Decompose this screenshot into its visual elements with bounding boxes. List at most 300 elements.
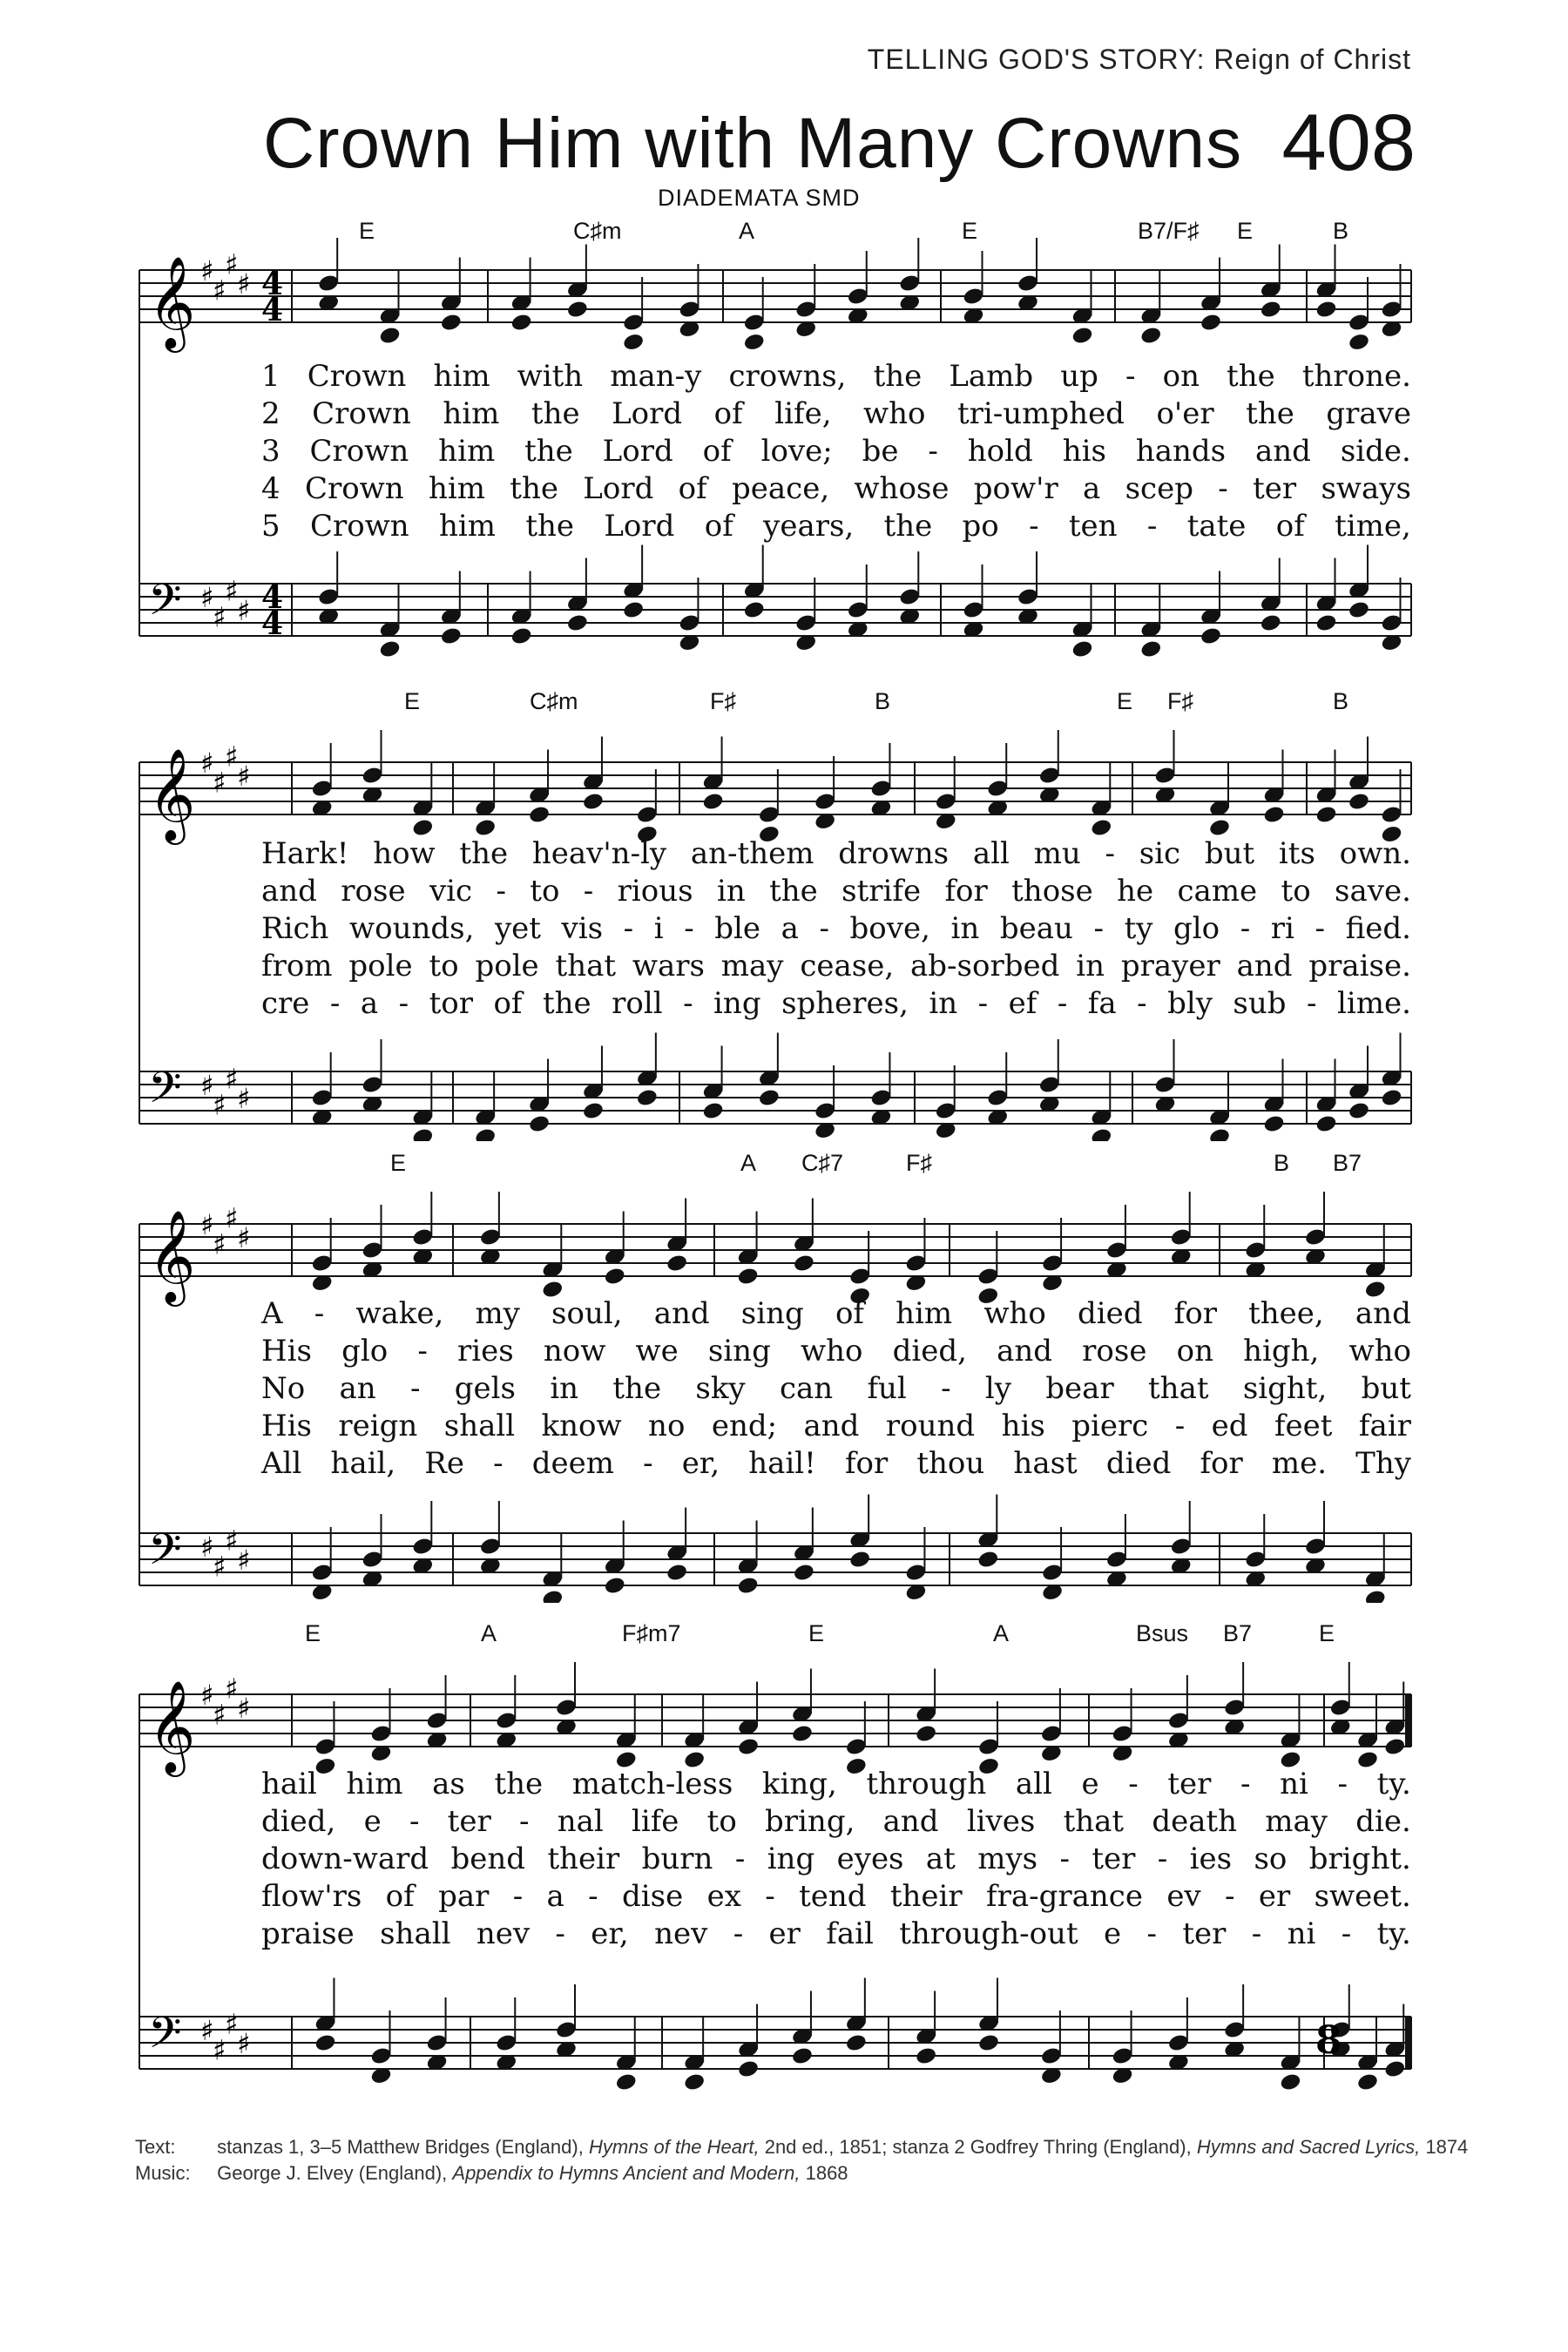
lyric-syllable: -: [512, 1879, 524, 1914]
lyric-syllable: -: [588, 1879, 598, 1914]
lyric-syllable: their: [547, 1842, 620, 1876]
lyric-syllable: 4: [261, 471, 280, 506]
note-head: [1090, 1127, 1112, 1141]
lyric-syllable: in: [950, 911, 980, 946]
time-signature: 4: [261, 266, 284, 302]
lyric-syllable: in: [716, 874, 746, 909]
lyric-syllable: ni: [1287, 1916, 1316, 1951]
lyric-syllable: Lamb: [949, 359, 1034, 394]
lyrics-block: [261, 836, 1411, 1024]
lyric-syllable: roll: [612, 986, 663, 1021]
lyric-syllable: of: [1275, 509, 1305, 544]
lyric-syllable: sweet.: [1314, 1879, 1411, 1914]
sharp-icon: ♯: [200, 1069, 214, 1102]
note-head: [701, 1101, 724, 1121]
lyric-syllable: died: [1105, 1446, 1172, 1481]
note-head: [1315, 1114, 1337, 1134]
lyric-syllable: -: [1128, 1767, 1139, 1801]
lyric-syllable: -: [1341, 1916, 1352, 1951]
chord-symbol: A: [481, 1620, 497, 1646]
lyric-syllable: the: [612, 1371, 662, 1406]
note-head: [622, 332, 645, 352]
lyric-syllable: beau: [999, 911, 1073, 946]
lyric-syllable: ing: [767, 1842, 815, 1876]
lyric-syllable: him: [439, 509, 497, 544]
lyric-syllable: Lord: [583, 471, 654, 506]
sharp-icon: ♯: [213, 766, 226, 800]
bass-clef-icon: 𝄢: [148, 1063, 182, 1124]
bass-clef-icon: 𝄢: [148, 2008, 182, 2069]
note-head: [666, 1254, 688, 1274]
note-head: [622, 600, 645, 620]
lyric-syllable: Crown: [312, 396, 411, 431]
note-head: [848, 1550, 871, 1570]
music-credit-year: 1868: [805, 2162, 848, 2184]
lyric-syllable: to: [530, 874, 560, 909]
lyric-syllable: die.: [1355, 1804, 1411, 1839]
lyric-syllable: vis: [561, 911, 604, 946]
lyric-syllable: 3: [261, 434, 280, 469]
lyric-syllable: deem: [531, 1446, 614, 1481]
chord-symbol: A: [740, 1150, 757, 1176]
note-head: [636, 1088, 659, 1108]
note-head: [1356, 2072, 1379, 2092]
lyric-syllable: but: [1361, 1371, 1411, 1406]
lyric-syllable: -: [1137, 986, 1147, 1021]
note-head: [1348, 1101, 1370, 1121]
lyric-syllable: for: [1200, 1446, 1243, 1481]
lyric-syllable: Rich: [261, 911, 329, 946]
note-head: [582, 1101, 605, 1121]
note-head: [1071, 639, 1093, 659]
lyric-syllable: for: [1173, 1296, 1217, 1331]
note-head: [1279, 2072, 1301, 2092]
lyric-syllable: mu: [1033, 836, 1081, 871]
lyric-syllable: -: [819, 911, 829, 946]
lyric-syllable: an: [339, 1371, 376, 1406]
lyric-syllable: to: [706, 1804, 737, 1839]
sharp-icon: ♯: [213, 600, 226, 634]
lyric-syllable: Lord: [602, 434, 673, 469]
lyric-syllable: and: [1355, 1296, 1411, 1331]
lyric-syllable: that: [1063, 1804, 1125, 1839]
lyric-line: [261, 359, 1411, 396]
lyric-line: [261, 1842, 1411, 1879]
note-head: [411, 1127, 434, 1141]
lyric-syllable: life: [631, 1804, 679, 1839]
lyric-syllable: from: [261, 949, 333, 983]
lyric-syllable: -: [583, 874, 594, 909]
lyric-syllable: and: [882, 1804, 939, 1839]
lyric-syllable: -: [314, 1296, 325, 1331]
lyric-syllable: ty: [1124, 911, 1153, 946]
lyric-syllable: ter: [1182, 1916, 1227, 1951]
lyric-syllable: and: [997, 1334, 1053, 1369]
lyric-line: [261, 986, 1411, 1024]
chord-symbol: A: [739, 218, 755, 244]
lyric-syllable: wake,: [355, 1296, 444, 1331]
lyric-line: [261, 1804, 1411, 1842]
text-credit-year: 1874: [1425, 2136, 1469, 2158]
lyric-syllable: thou: [916, 1446, 985, 1481]
lyric-syllable: po: [962, 509, 999, 544]
note-head: [1260, 613, 1282, 633]
lyric-syllable: prayer: [1120, 949, 1220, 983]
lyric-line: [261, 1767, 1411, 1804]
lyric-syllable: -: [683, 986, 693, 1021]
lyric-syllable: of: [704, 509, 733, 544]
lyric-line: [261, 1409, 1411, 1446]
chord-symbol: B7/F♯: [1138, 218, 1200, 244]
lyric-syllable: its: [1278, 836, 1315, 871]
note-head: [1262, 805, 1285, 825]
lyric-syllable: that: [555, 949, 617, 983]
sharp-icon: ♯: [237, 1692, 251, 1725]
note-head: [314, 2033, 336, 2053]
note-head: [1315, 300, 1337, 320]
lyric-syllable: burn: [641, 1842, 713, 1876]
lyric-syllable: him: [896, 1296, 953, 1331]
lyric-syllable: king,: [761, 1767, 837, 1801]
chord-symbol: E: [404, 688, 421, 714]
note-head: [411, 818, 434, 838]
lyric-syllable: glo: [1173, 911, 1220, 946]
sharp-icon: ♯: [200, 1208, 214, 1241]
chord-symbol: E: [359, 218, 375, 244]
lyrics-block: [261, 1296, 1411, 1484]
note-head: [793, 1254, 815, 1274]
lyric-syllable: e: [363, 1804, 382, 1839]
lyric-syllable: throne.: [1301, 359, 1411, 394]
time-signature: 4: [261, 292, 284, 328]
lyric-syllable: who: [983, 1296, 1046, 1331]
lyric-syllable: shall: [380, 1916, 451, 1951]
lyric-syllable: -: [1146, 509, 1158, 544]
chord-symbol: B7: [1333, 1150, 1362, 1176]
lyric-syllable: cre: [261, 986, 310, 1021]
lyric-syllable: -: [555, 1916, 565, 1951]
lyric-syllable: who: [863, 396, 926, 431]
bass-clef-icon: 𝄢: [148, 1524, 182, 1585]
lyric-syllable: rose: [1082, 1334, 1147, 1369]
lyric-syllable: -: [1174, 1409, 1186, 1443]
text-credit-edition: 2nd ed., 1851; stanza 2 Godfrey Thring (England),: [764, 2136, 1192, 2158]
lyric-syllable: hands: [1135, 434, 1227, 469]
lyric-syllable: bove,: [849, 911, 930, 946]
lyric-syllable: Hark!: [261, 836, 349, 871]
lyric-syllable: -: [941, 1371, 951, 1406]
lyric-syllable: whose: [854, 471, 950, 506]
lyric-syllable: hast: [1013, 1446, 1078, 1481]
note-head: [510, 313, 532, 333]
lyric-syllable: the: [459, 836, 509, 871]
lyric-syllable: lives: [966, 1804, 1036, 1839]
text-credit-book: Hymns of the Heart,: [588, 2136, 760, 2158]
lyric-syllable: No: [261, 1371, 306, 1406]
chord-symbol: E: [808, 1620, 825, 1646]
lyric-syllable: all: [1015, 1767, 1052, 1801]
note-head: [743, 600, 766, 620]
lyric-syllable: through-out: [899, 1916, 1078, 1951]
lyric-syllable: and: [803, 1409, 860, 1443]
lyric-syllable: ing: [713, 986, 761, 1021]
lyric-line: [261, 1371, 1411, 1409]
music-system: [0, 1150, 1568, 1603]
lyric-syllable: death: [1152, 1804, 1238, 1839]
lyric-syllable: fra-grance: [986, 1879, 1143, 1914]
lyric-syllable: tate: [1186, 509, 1247, 544]
lyric-syllable: the: [1227, 359, 1275, 394]
note-head: [566, 300, 589, 320]
note-head: [845, 2033, 868, 2053]
lyric-syllable: who: [800, 1334, 863, 1369]
lyric-syllable: ab-sorbed: [910, 949, 1060, 983]
final-barline: [1405, 2017, 1411, 2069]
lyric-syllable: o'er: [1156, 396, 1214, 431]
note-head: [510, 626, 532, 646]
lyric-syllable: glo: [341, 1334, 389, 1369]
lyric-syllable: -: [1093, 911, 1104, 946]
lyric-syllable: i: [653, 911, 664, 946]
lyric-syllable: but: [1204, 836, 1255, 871]
lyric-syllable: -: [329, 986, 341, 1021]
note-head: [1383, 1737, 1406, 1757]
lyric-syllable: -: [643, 1446, 653, 1481]
music-system: [0, 688, 1568, 1141]
lyric-syllable: lime.: [1336, 986, 1411, 1021]
sharp-icon: ♯: [237, 1544, 251, 1577]
lyric-syllable: grave: [1326, 396, 1411, 431]
lyric-syllable: e: [1103, 1916, 1122, 1951]
bass-clef-icon: 𝄢: [148, 575, 182, 636]
lyric-syllable: ten: [1068, 509, 1118, 544]
note-head: [528, 1114, 551, 1134]
lyric-line: [261, 911, 1411, 949]
text-credit-label: Text:: [135, 2136, 176, 2158]
chord-symbol: E: [1319, 1620, 1335, 1646]
note-head: [915, 1724, 937, 1744]
lyric-syllable: feet: [1274, 1409, 1333, 1443]
sharp-icon: ♯: [200, 254, 214, 287]
lyric-syllable: and: [1236, 949, 1293, 983]
lyric-syllable: of: [702, 434, 732, 469]
lyric-syllable: -: [977, 986, 989, 1021]
lyric-syllable: er,: [681, 1446, 720, 1481]
sharp-icon: ♯: [237, 1221, 251, 1254]
note-head: [1364, 1589, 1387, 1603]
lyric-syllable: ter: [447, 1804, 491, 1839]
lyric-syllable: heav'n-ly: [531, 836, 667, 871]
lyric-syllable: -: [1225, 1879, 1235, 1914]
sharp-icon: ♯: [213, 274, 226, 308]
lyric-syllable: pole: [348, 949, 413, 983]
note-head: [1348, 332, 1370, 352]
lyric-syllable: ty.: [1376, 1916, 1411, 1951]
sharp-icon: ♯: [237, 1082, 251, 1115]
music-credit-label: Music:: [135, 2162, 191, 2184]
lyric-syllable: and: [261, 874, 317, 909]
lyric-syllable: he: [1117, 874, 1154, 909]
lyric-syllable: e: [1081, 1767, 1099, 1801]
sharp-icon: ♯: [237, 2027, 251, 2060]
lyric-syllable: peace,: [732, 471, 830, 506]
text-credit-book2: Hymns and Sacred Lyrics,: [1196, 2136, 1421, 2158]
chord-symbol: C♯m: [530, 688, 578, 714]
lyric-syllable: A: [261, 1296, 283, 1331]
note-head: [791, 1724, 814, 1744]
lyrics-block: [261, 1767, 1411, 1954]
note-head: [1208, 818, 1231, 838]
lyric-syllable: and: [1254, 434, 1311, 469]
sharp-icon: ♯: [225, 2007, 239, 2041]
sharp-icon: ♯: [213, 1088, 226, 1122]
note-head: [737, 1737, 760, 1757]
sharp-icon: ♯: [225, 1524, 239, 1558]
lyric-syllable: know: [541, 1409, 622, 1443]
time-signature: 4: [261, 605, 284, 642]
lyric-line: [261, 949, 1411, 986]
lyric-syllable: the: [873, 359, 923, 394]
lyric-syllable: the: [769, 874, 818, 909]
lyric-syllable: ries: [457, 1334, 514, 1369]
lyric-syllable: on: [1176, 1334, 1213, 1369]
lyric-line: [261, 396, 1411, 434]
lyric-line: [261, 434, 1411, 471]
lyric-syllable: Lord: [604, 509, 675, 544]
chord-symbol: F♯: [710, 688, 736, 714]
note-head: [1383, 2059, 1406, 2079]
lyric-syllable: -: [1157, 1842, 1168, 1876]
lyric-syllable: match-less: [571, 1767, 733, 1801]
sharp-icon: ♯: [225, 1201, 239, 1235]
chord-symbol: F♯: [906, 1150, 932, 1176]
lyric-syllable: crowns,: [728, 359, 847, 394]
note-head: [528, 805, 551, 825]
lyric-syllable: reign: [338, 1409, 418, 1443]
note-head: [378, 639, 401, 659]
note-head: [1348, 600, 1370, 620]
note-head: [440, 313, 463, 333]
lyric-syllable: er: [768, 1916, 801, 1951]
lyric-syllable: a: [781, 911, 799, 946]
lyric-syllable: praise.: [1308, 949, 1411, 983]
tune-name: DIADEMATA SMD: [658, 185, 861, 211]
lyric-syllable: par: [438, 1879, 490, 1914]
note-head: [1071, 326, 1093, 346]
lyric-syllable: sky: [695, 1371, 746, 1406]
lyric-syllable: wars: [632, 949, 705, 983]
lyric-syllable: years,: [763, 509, 855, 544]
lyric-syllable: rose: [341, 874, 406, 909]
lyric-syllable: -: [1059, 1842, 1070, 1876]
lyric-syllable: er: [1258, 1879, 1291, 1914]
text-credit: [135, 2134, 1468, 2160]
lyric-syllable: ies: [1189, 1842, 1233, 1876]
lyric-syllable: -: [1105, 836, 1115, 871]
lyric-syllable: rious: [617, 874, 693, 909]
chord-symbol: F♯m7: [622, 1620, 681, 1646]
lyric-syllable: sways: [1321, 471, 1411, 506]
treble-clef-icon: 𝄞: [148, 1680, 196, 1773]
lyric-syllable: -: [733, 1916, 744, 1951]
lyric-syllable: a: [546, 1879, 564, 1914]
note-head: [701, 792, 724, 812]
lyric-syllable: an-them: [690, 836, 814, 871]
lyric-syllable: wounds,: [349, 911, 475, 946]
lyric-line: [261, 1334, 1411, 1371]
lyric-syllable: -: [518, 1804, 530, 1839]
lyric-syllable: the: [1246, 396, 1294, 431]
note-head: [1315, 805, 1337, 825]
lyric-syllable: him: [443, 396, 500, 431]
lyric-syllable: of: [678, 471, 707, 506]
note-head: [1315, 613, 1337, 633]
note-head: [977, 1550, 999, 1570]
sharp-icon: ♯: [225, 247, 239, 281]
lyric-syllable: on: [1162, 359, 1200, 394]
lyric-syllable: -: [1315, 911, 1326, 946]
lyric-syllable: bright.: [1308, 1842, 1411, 1876]
treble-clef-icon: 𝄞: [148, 255, 196, 348]
lyric-line: [261, 874, 1411, 911]
lyric-syllable: -: [1251, 1916, 1262, 1951]
sharp-icon: ♯: [200, 581, 214, 614]
lyric-syllable: fail: [826, 1916, 874, 1951]
hymn-title: Crown Him with Many Crowns: [263, 104, 1243, 183]
hymn-number: 408: [1281, 98, 1416, 187]
lyric-syllable: the: [883, 509, 933, 544]
sharp-icon: ♯: [237, 267, 251, 301]
lyric-syllable: pole: [475, 949, 539, 983]
lyric-syllable: his: [1001, 1409, 1045, 1443]
lyric-syllable: those: [1011, 874, 1093, 909]
music-credit-source: George J. Elvey (England),: [217, 2162, 448, 2184]
note-head: [915, 2046, 937, 2066]
lyric-line: [261, 1296, 1411, 1334]
note-head: [1208, 1127, 1231, 1141]
lyric-syllable: as: [432, 1767, 465, 1801]
music-credit-book: Appendix to Hymns Ancient and Modern,: [452, 2162, 801, 2184]
lyric-line: [261, 836, 1411, 874]
sharp-icon: ♯: [225, 740, 239, 774]
note-head: [1348, 792, 1370, 812]
music-system: [0, 218, 1568, 671]
lyric-syllable: flow'rs: [261, 1879, 362, 1914]
running-head: TELLING GOD'S STORY: Reign of Christ: [867, 44, 1411, 75]
lyric-syllable: 5: [261, 509, 280, 544]
lyric-syllable: Re: [424, 1446, 464, 1481]
lyric-syllable: the: [524, 434, 573, 469]
lyric-syllable: dise: [622, 1879, 684, 1914]
lyric-syllable: of: [713, 396, 743, 431]
sharp-icon: ♯: [213, 1227, 226, 1261]
lyric-syllable: the: [494, 1767, 544, 1801]
chord-symbol: B: [1333, 218, 1349, 244]
chord-symbol: B7: [1223, 1620, 1253, 1646]
lyric-syllable: ful: [867, 1371, 907, 1406]
lyric-syllable: of: [385, 1879, 415, 1914]
lyric-syllable: no: [648, 1409, 686, 1443]
lyric-syllable: -: [398, 986, 409, 1021]
lyric-syllable: be: [862, 434, 899, 469]
lyric-syllable: -: [734, 1842, 746, 1876]
sharp-icon: ♯: [200, 1531, 214, 1564]
note-head: [474, 818, 497, 838]
final-barline: [1405, 1694, 1411, 1747]
lyric-syllable: bear: [1045, 1371, 1114, 1406]
lyric-syllable: vic: [429, 874, 473, 909]
lyric-syllable: Lord: [612, 396, 683, 431]
